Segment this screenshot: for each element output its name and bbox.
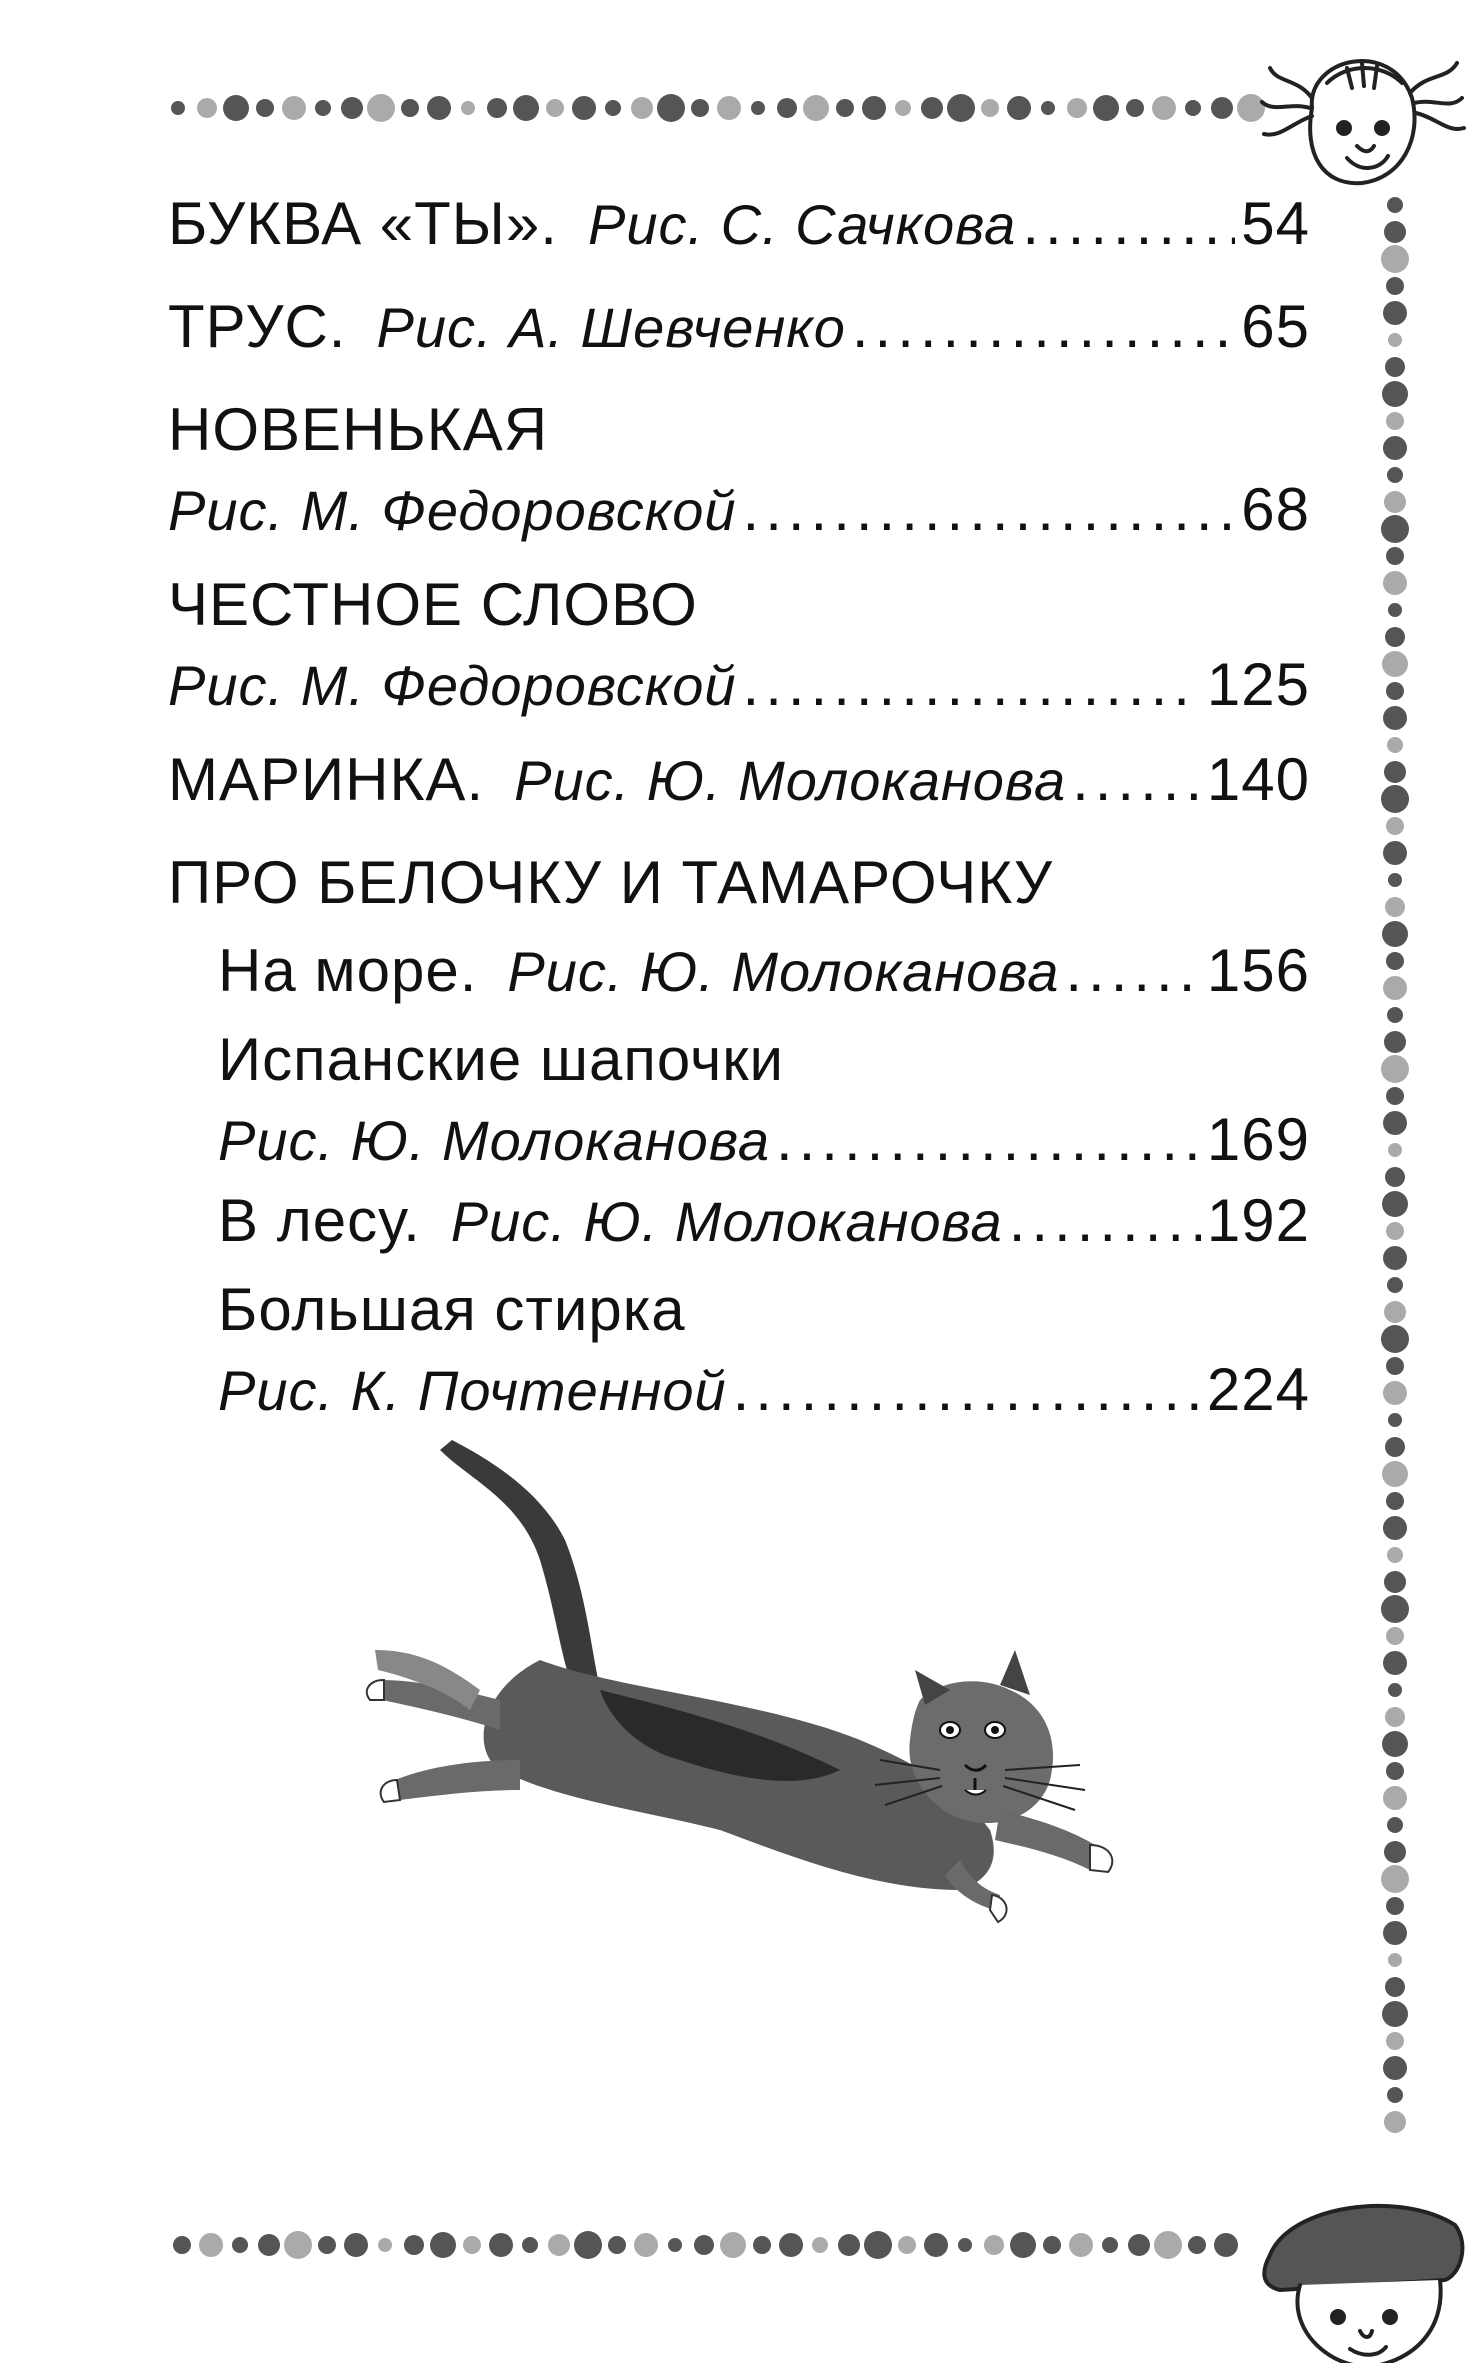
border-dot: [657, 94, 685, 122]
border-dot: [1386, 2032, 1404, 2050]
border-dot: [487, 98, 507, 118]
border-dot: [1383, 1921, 1407, 1945]
border-dot: [1383, 1516, 1407, 1540]
border-dot: [921, 97, 943, 119]
border-dot: [1386, 547, 1404, 565]
toc-entry-illustrator: Рис. Ю. Молоканова: [507, 940, 1060, 1003]
border-dot: [631, 97, 653, 119]
border-dot: [1382, 651, 1408, 677]
border-dot: [1154, 2231, 1182, 2259]
toc-entry: [168, 649, 1310, 722]
toc-entry-page: 65: [1241, 293, 1310, 360]
border-dot: [1126, 99, 1144, 117]
toc-sub-entry: [168, 1354, 1310, 1427]
toc-sub-entry: [168, 1104, 1310, 1177]
border-dot: [463, 2236, 481, 2254]
border-dot: [572, 96, 596, 120]
border-dot: [1388, 1953, 1402, 1967]
toc-section-heading: [168, 839, 1310, 927]
border-dot: [1010, 2232, 1036, 2258]
toc-entry-page: 54: [1241, 190, 1310, 257]
border-dot: [1382, 1461, 1408, 1487]
toc-entry-illustrator: Рис. С. Сачкова: [587, 193, 1017, 256]
border-dot: [634, 2233, 658, 2257]
border-dot: [864, 2231, 892, 2259]
toc-entry-page: 224: [1206, 1356, 1310, 1423]
border-dot: [1384, 1841, 1406, 1863]
border-dot: [1128, 2234, 1150, 2256]
border-dot: [1383, 706, 1407, 730]
border-dot: [1387, 1547, 1403, 1563]
border-dot: [1385, 357, 1405, 377]
toc-entry-illustrator: Рис. К. Почтенной: [218, 1359, 727, 1422]
toc-sub-entry-heading: [168, 1016, 1310, 1104]
toc-leader-dots: [776, 1104, 1201, 1176]
toc-leader-dots: [1065, 927, 1201, 1015]
border-dot: [1384, 491, 1406, 513]
border-dot: [838, 2234, 860, 2256]
border-dot: [344, 2233, 368, 2257]
border-dot: [1188, 2236, 1206, 2254]
border-dot: [1387, 1277, 1403, 1293]
border-dot: [1383, 436, 1407, 460]
toc-entry-page: 125: [1206, 651, 1310, 718]
border-dot: [1152, 96, 1176, 120]
border-dot: [668, 2238, 682, 2252]
border-dot: [958, 2238, 972, 2252]
border-dot: [1388, 603, 1402, 617]
border-dot: [282, 96, 306, 120]
border-dot: [1388, 333, 1402, 347]
border-dot: [1381, 1595, 1409, 1623]
border-dot: [836, 99, 854, 117]
border-dot: [1381, 1055, 1409, 1083]
border-dot: [197, 98, 217, 118]
toc-leader-dots: [1072, 736, 1201, 824]
border-dot: [315, 100, 331, 116]
top-dot-border: [171, 94, 1265, 122]
toc-leader-dots: [1009, 1177, 1201, 1265]
border-dot: [1386, 1357, 1404, 1375]
border-dot: [341, 97, 363, 119]
border-dot: [1383, 1246, 1407, 1270]
border-dot: [1381, 1325, 1409, 1353]
border-dot: [608, 2236, 626, 2254]
border-dot: [1385, 1977, 1405, 1997]
toc-entry-title: ПРО БЕЛОЧКУ И ТАМАРОЧКУ: [168, 849, 1053, 916]
table-of-contents: [168, 180, 1310, 1427]
border-dot: [171, 101, 185, 115]
border-dot: [1385, 1437, 1405, 1457]
border-dot: [1382, 381, 1408, 407]
border-dot: [1386, 1492, 1404, 1510]
border-dot: [1386, 682, 1404, 700]
border-dot: [1041, 101, 1055, 115]
border-dot: [1387, 467, 1403, 483]
border-dot: [1185, 100, 1201, 116]
toc-entry-title: Испанские шапочки: [218, 1026, 784, 1093]
toc-entry-title: Большая стирка: [218, 1276, 686, 1343]
border-dot: [256, 99, 274, 117]
border-dot: [1383, 301, 1407, 325]
border-dot: [1384, 2111, 1406, 2133]
toc-entry-illustrator: Рис. Ю. Молоканова: [450, 1190, 1003, 1253]
border-dot: [1381, 515, 1409, 543]
toc-entry-title: ЧЕСТНОЕ СЛОВО: [168, 571, 698, 638]
border-dot: [223, 95, 249, 121]
toc-entry: [168, 180, 1310, 269]
toc-leader-dots: [743, 649, 1201, 721]
right-dot-border: [1381, 197, 1409, 2133]
border-dot: [605, 100, 621, 116]
border-dot: [895, 100, 911, 116]
border-dot: [1383, 1786, 1407, 1810]
border-dot: [1384, 1301, 1406, 1323]
toc-leader-dots: [733, 1354, 1201, 1426]
border-dot: [1386, 1627, 1404, 1645]
border-dot: [461, 101, 475, 115]
border-dot: [522, 2237, 538, 2253]
border-dot: [1384, 761, 1406, 783]
border-dot: [777, 98, 797, 118]
border-dot: [691, 99, 709, 117]
border-dot: [1388, 873, 1402, 887]
border-dot: [318, 2236, 336, 2254]
border-dot: [1381, 1865, 1409, 1893]
border-dot: [1237, 94, 1265, 122]
border-dot: [1385, 627, 1405, 647]
border-dot: [1383, 976, 1407, 1000]
border-dot: [1386, 1897, 1404, 1915]
border-dot: [717, 96, 741, 120]
toc-entry-page: 192: [1206, 1187, 1310, 1254]
toc-entry: [168, 474, 1310, 547]
border-dot: [1383, 841, 1407, 865]
border-dot: [513, 95, 539, 121]
border-dot: [258, 2234, 280, 2256]
border-dot: [378, 2238, 392, 2252]
toc-entry-title: МАРИНКА.: [168, 746, 485, 813]
toc-sub-entry-heading: [168, 1266, 1310, 1354]
border-dot: [1386, 1222, 1404, 1240]
border-dot: [1007, 96, 1031, 120]
border-dot: [1043, 2236, 1061, 2254]
boy-face-icon: [1264, 2206, 1462, 2363]
border-dot: [1382, 2001, 1408, 2027]
border-dot: [404, 2235, 424, 2255]
toc-entry-title: На море.: [218, 937, 478, 1004]
border-dot: [1384, 221, 1406, 243]
girl-face-icon: [1262, 61, 1464, 183]
toc-entry-page: 156: [1206, 937, 1310, 1004]
border-dot: [1386, 952, 1404, 970]
border-dot: [548, 2234, 570, 2256]
border-dot: [1388, 1143, 1402, 1157]
border-dot: [1383, 1381, 1407, 1405]
border-dot: [812, 2237, 828, 2253]
border-dot: [1383, 1111, 1407, 1135]
border-dot: [232, 2237, 248, 2253]
border-dot: [1381, 245, 1409, 273]
border-dot: [862, 96, 886, 120]
toc-entry-illustrator: Рис. Ю. Молоканова: [514, 749, 1067, 812]
toc-entry: [168, 283, 1310, 372]
border-dot: [1102, 2237, 1118, 2253]
border-dot: [1383, 1651, 1407, 1675]
border-dot: [751, 101, 765, 115]
border-dot: [1386, 412, 1404, 430]
toc-leader-dots: [852, 283, 1235, 371]
border-dot: [1387, 2087, 1403, 2103]
border-dot: [367, 94, 395, 122]
border-dot: [779, 2233, 803, 2257]
border-dot: [1387, 197, 1403, 213]
border-dot: [1384, 1031, 1406, 1053]
border-dot: [1386, 1087, 1404, 1105]
border-dot: [1069, 2233, 1093, 2257]
toc-entry-illustrator: Рис. Ю. Молоканова: [218, 1109, 770, 1172]
border-dot: [1386, 817, 1404, 835]
border-dot: [1383, 2056, 1407, 2080]
border-dot: [546, 99, 564, 117]
toc-entry-page: 68: [1241, 476, 1310, 543]
border-dot: [1381, 785, 1409, 813]
border-dot: [720, 2232, 746, 2258]
toc-sub-entry: [168, 1177, 1310, 1266]
border-dot: [1386, 277, 1404, 295]
border-dot: [1093, 95, 1119, 121]
toc-entry-illustrator: Рис. М. Федоровской: [168, 479, 737, 542]
border-dot: [1387, 737, 1403, 753]
toc-entry-title: БУКВА «ТЫ».: [168, 190, 558, 257]
toc-entry-page: 169: [1206, 1106, 1310, 1173]
toc-entry-heading: [168, 561, 1310, 649]
toc-entry-title: В лесу.: [218, 1187, 421, 1254]
toc-entry-heading: [168, 386, 1310, 474]
border-dot: [1383, 571, 1407, 595]
border-dot: [924, 2233, 948, 2257]
border-dot: [753, 2236, 771, 2254]
toc-entry-page: 140: [1206, 746, 1310, 813]
toc-sub-entry: [168, 927, 1310, 1016]
border-dot: [1388, 1683, 1402, 1697]
border-dot: [1385, 897, 1405, 917]
border-dot: [173, 2236, 191, 2254]
border-dot: [898, 2236, 916, 2254]
border-dot: [694, 2235, 714, 2255]
border-dot: [574, 2231, 602, 2259]
border-dot: [1382, 1191, 1408, 1217]
border-dot: [1388, 1413, 1402, 1427]
border-dot: [1384, 1571, 1406, 1593]
border-dot: [1211, 97, 1233, 119]
border-dot: [984, 2235, 1004, 2255]
toc-entry: [168, 736, 1310, 825]
toc-leader-dots: [1022, 180, 1235, 268]
border-dot: [284, 2231, 312, 2259]
border-dot: [1382, 921, 1408, 947]
border-dot: [1387, 1817, 1403, 1833]
toc-entry-title: ТРУС.: [168, 293, 347, 360]
border-dot: [1385, 1707, 1405, 1727]
border-dot: [803, 95, 829, 121]
border-dot: [981, 99, 999, 117]
border-dot: [430, 2232, 456, 2258]
toc-entry-illustrator: Рис. А. Шевченко: [376, 296, 846, 359]
border-dot: [427, 96, 451, 120]
running-cat-illustration: [367, 1440, 1112, 1922]
toc-leader-dots: [743, 474, 1236, 546]
border-dot: [1386, 1762, 1404, 1780]
border-dot: [1214, 2233, 1238, 2257]
border-dot: [1385, 1167, 1405, 1187]
border-dot: [199, 2233, 223, 2257]
border-dot: [401, 99, 419, 117]
toc-entry-illustrator: Рис. М. Федоровской: [168, 654, 737, 717]
border-dot: [1067, 98, 1087, 118]
border-dot: [1382, 1731, 1408, 1757]
border-dot: [1387, 1007, 1403, 1023]
border-dot: [947, 94, 975, 122]
bottom-dot-border: [173, 2231, 1238, 2259]
toc-entry-title: НОВЕНЬКАЯ: [168, 396, 549, 463]
border-dot: [489, 2233, 513, 2257]
